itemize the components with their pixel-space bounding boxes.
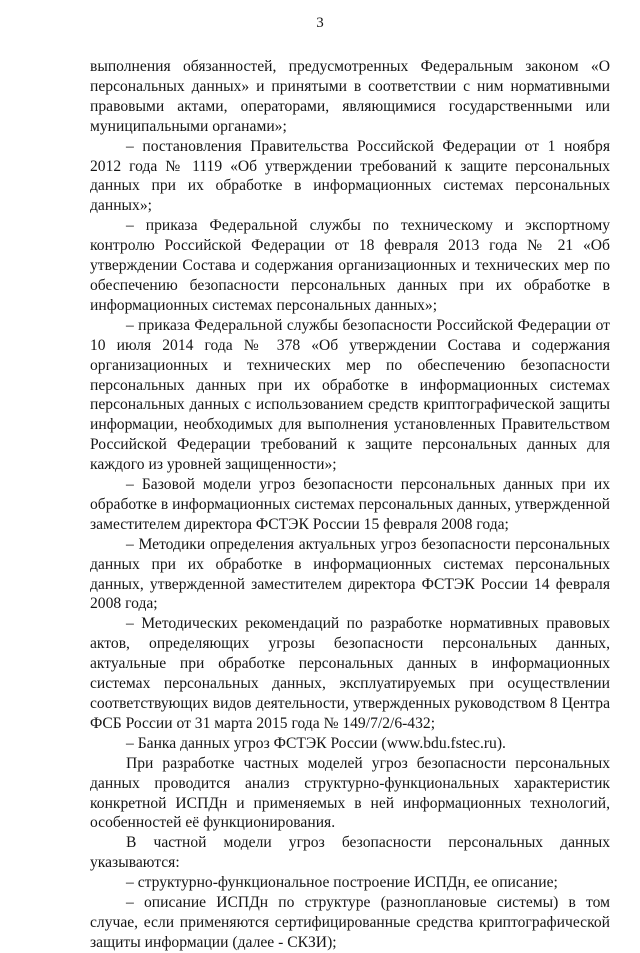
list-item-ispdn-structure-skzi: – описание ИСПДн по структуре (разноплановые системы) в том случае, если применяются сертифицированные средства криптографической защиты информации (далее - СКЗИ); xyxy=(90,894,610,951)
paragraph-federal-law-continuation: выполнения обязанностей, предусмотренных Федеральным законом «О персональных данных» и принятыми в соответствии с ним нормативными правовыми актами, операторами, являющимися государственными или муниципальными органами»; xyxy=(90,58,610,135)
list-item-fstec-threat-database: – Банка данных угроз ФСТЭК России (www.bdu.fstec.ru). xyxy=(126,734,506,752)
list-item-basic-threat-model: – Базовой модели угроз безопасности персональных данных при их обработке в информационных системах персональных данных, утвержденной заместителем директора ФСТЭК России 15 февраля 2008 года; xyxy=(90,476,610,533)
list-item-fsb-recommendations: – Методических рекомендаций по разработке нормативных правовых актов, определяющих угрозы безопасности персональных данных, актуальные при обработке персональных данных в информационных системах персональных данных, эксплуатируемых при осуществлении соответствующих видов деятельности, утвержденных руководством 8 Центра ФСБ России от 31 марта 2015 года № 149/7/2/6-432; xyxy=(90,615,610,732)
list-item-fsb-order-378: – приказа Федеральной службы безопасности Российской Федерации от 10 июля 2014 года № 378 «Об утверждении Состава и содержания организационных и технических мер по обеспечению безопасности персональных данных при их обработке в информационных системах персональных данных с использованием средств криптографической защиты информации, необходимых для выполнения установленных Правительством Российской Федерации требований к защите персональных данных для каждого из уровней защищенности»; xyxy=(90,316,610,474)
list-item-government-decree-1119: – постановления Правительства Российской Федерации от 1 ноября 2012 года № 1119 «Об утверждении требований к защите персональных данных при их обработке в информационных системах персональных данных»; xyxy=(90,137,610,215)
paragraph-private-model-analysis: При разработке частных моделей угроз безопасности персональных данных проводится анализ структурно-функциональных характеристик конкретной ИСПДн и применяемых в ней информационных технологий, особенностей её функционирования. xyxy=(90,754,610,832)
list-item-structure-description: – структурно-функциональное построение ИСПДн, ее описание; xyxy=(126,874,558,892)
page-number: 3 xyxy=(316,15,324,31)
body-text xyxy=(90,57,610,953)
list-item-threat-methodology: – Методики определения актуальных угроз безопасности персональных данных при их обработке в информационных системах персональных данных, утвержденной заместителем директора ФСТЭК России 14 февраля 2008 года; xyxy=(90,535,610,613)
paragraph-private-model-contents: В частной модели угроз безопасности персональных данных указываются: xyxy=(90,834,610,872)
list-item-fstec-order-21: – приказа Федеральной службы по техническому и экспортному контролю Российской Федерации от 18 февраля 2013 года № 21 «Об утверждении Состава и содержания организационных и технических мер по обеспечению безопасности персональных данных при их обработке в информационных системах персональных данных»; xyxy=(90,217,610,314)
